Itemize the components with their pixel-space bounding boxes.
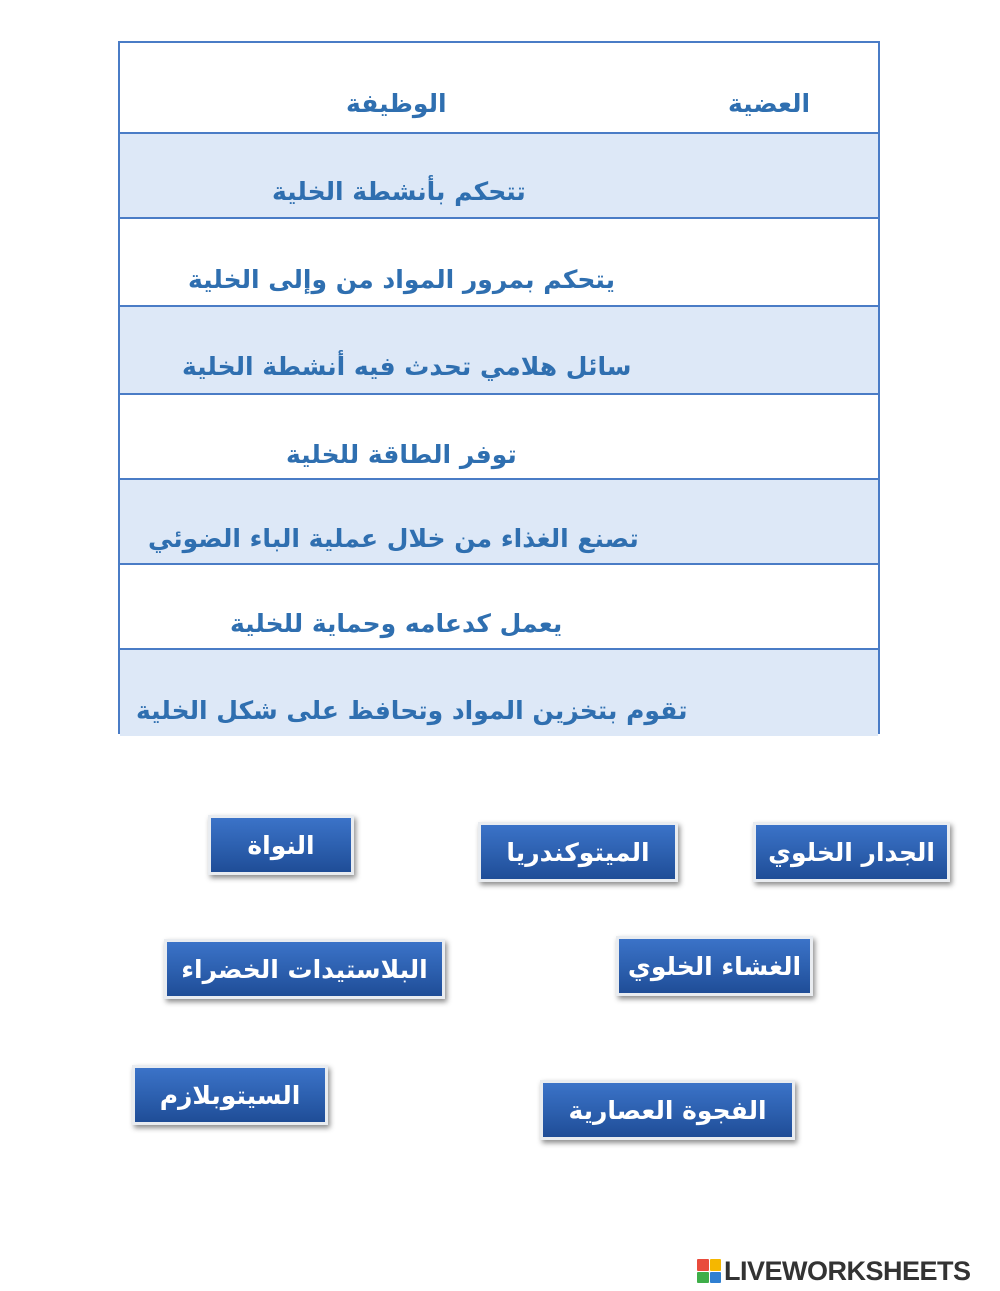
header-function: الوظيفة <box>346 89 447 118</box>
table-row <box>120 650 878 736</box>
answer-chip-nucleus[interactable]: النواة <box>208 815 354 875</box>
function-text: توفر الطاقة للخلية <box>286 440 517 469</box>
organelle-function-table <box>118 41 880 734</box>
answer-chip-cell-membrane[interactable]: الغشاء الخلوي <box>616 936 813 996</box>
liveworksheets-logo <box>697 1256 971 1286</box>
answer-chip-vacuole[interactable]: الفجوة العصارية <box>540 1080 795 1140</box>
header-organelle: العضية <box>728 89 811 118</box>
function-text: يتحكم بمرور المواد من وإلى الخلية <box>188 265 616 294</box>
table-row <box>120 480 878 565</box>
table-row <box>120 565 878 650</box>
function-text: تقوم بتخزين المواد وتحافظ على شكل الخلية <box>136 696 688 725</box>
table-row <box>120 395 878 480</box>
table-header-row <box>120 43 878 134</box>
logo-blocks-icon <box>697 1259 721 1283</box>
table-row <box>120 134 878 219</box>
answer-chip-mitochondria[interactable]: الميتوكندريا <box>478 822 678 882</box>
function-text: تصنع الغذاء من خلال عملية الباء الضوئي <box>148 524 639 553</box>
table-row <box>120 219 878 307</box>
function-text: تتحكم بأنشطة الخلية <box>272 177 526 206</box>
function-text: يعمل كدعامه وحماية للخلية <box>230 609 563 638</box>
table-row <box>120 307 878 395</box>
answer-chip-cytoplasm[interactable]: السيتوبلازم <box>132 1065 328 1125</box>
function-text: سائل هلامي تحدث فيه أنشطة الخلية <box>182 352 632 381</box>
answer-chip-cell-wall[interactable]: الجدار الخلوي <box>753 822 950 882</box>
answer-chip-chloroplasts[interactable]: البلاستيدات الخضراء <box>164 939 445 999</box>
logo-text: LIVEWORKSHEETS <box>724 1255 971 1286</box>
